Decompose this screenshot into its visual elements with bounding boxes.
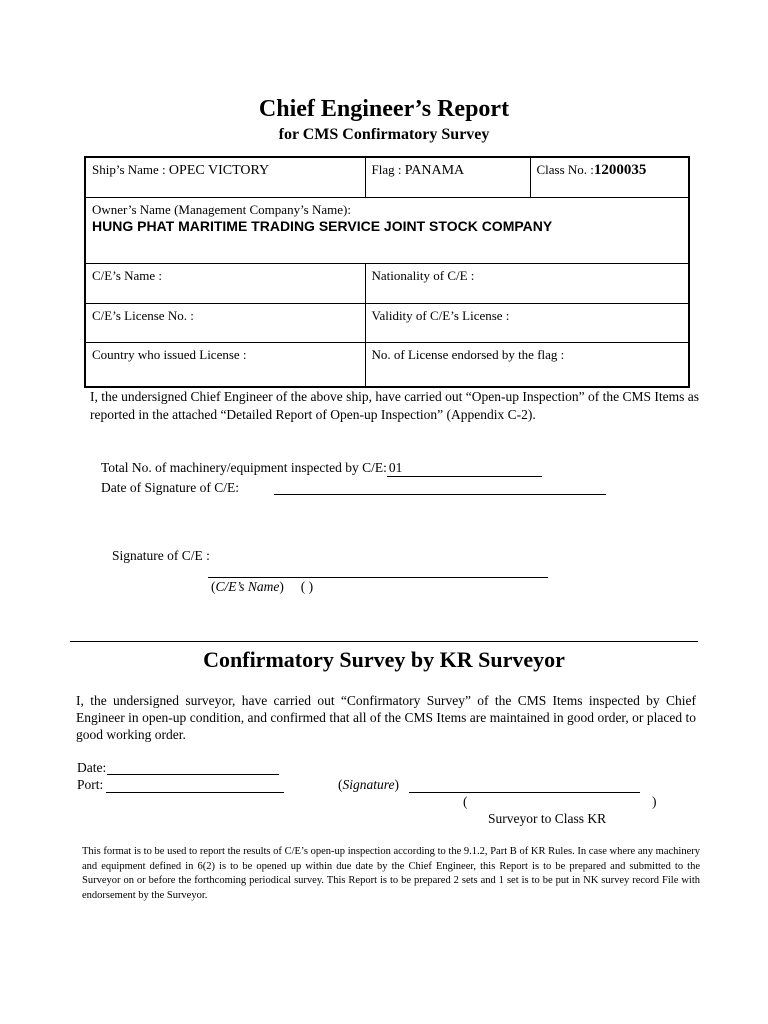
table-row xyxy=(85,303,689,342)
ce-name-caption-row: (C/E’s Name) ( ) xyxy=(211,579,314,594)
country-label: Country who issued License : xyxy=(92,346,247,362)
nationality-label: Nationality of C/E : xyxy=(371,267,475,283)
surveyor-port-label: Port: xyxy=(77,777,104,792)
total-inspected-row xyxy=(101,460,542,477)
ce-declaration-text: I, the undersigned Chief Engineer of the above ship, have carried out “Open-up Inspection” of the CMS Items as reported in the attached “Detailed Report of Open-up Inspection” (Appendix C-2). xyxy=(90,389,699,422)
country-cell xyxy=(85,342,365,387)
date-of-signature-label: Date of Signature of C/E: xyxy=(101,480,239,495)
date-of-signature-field[interactable] xyxy=(274,494,606,495)
class-no-label: Class No. : xyxy=(536,162,594,177)
total-inspected-value: 01 xyxy=(388,460,403,475)
ship-name-label: Ship’s Name : xyxy=(92,162,166,177)
flag-label: Flag : xyxy=(371,162,402,177)
endorsed-cell xyxy=(365,342,689,387)
flag-value: PANAMA xyxy=(404,163,465,178)
ship-info-table xyxy=(84,156,690,388)
ce-name-parens: ( ) xyxy=(300,579,314,594)
date-of-signature-row xyxy=(101,480,239,496)
report-subtitle: for CMS Confirmatory Survey xyxy=(278,126,490,143)
surveyor-declaration-text: I, the undersigned surveyor, have carried out “Confirmatory Survey” of the CMS Items inspected by Chief Engineer in open-up condition, and confirmed that all of the CMS Items are maintained in good order, or placed to good working order. xyxy=(76,693,696,742)
flag-cell xyxy=(365,157,530,197)
total-inspected-label: Total No. of machinery/equipment inspected by C/E: xyxy=(101,460,387,475)
surveyor-date-field[interactable] xyxy=(107,774,279,775)
table-row xyxy=(85,263,689,303)
ce-name-cell xyxy=(85,263,365,303)
owner-value: HUNG PHAT MARITIME TRADING SERVICE JOINT STOCK COMPANY xyxy=(92,217,553,234)
ship-name-cell xyxy=(85,157,365,197)
table-row xyxy=(85,342,689,387)
validity-cell xyxy=(365,303,689,342)
table-row xyxy=(85,157,689,197)
license-no-cell xyxy=(85,303,365,342)
surveyor-name-open-paren: ( xyxy=(463,794,468,809)
nationality-cell xyxy=(365,263,689,303)
total-inspected-field[interactable] xyxy=(387,460,542,477)
surveyor-port-field[interactable] xyxy=(106,792,284,793)
surveyor-date-label: Date: xyxy=(77,760,107,775)
ce-name-caption: C/E’s Name xyxy=(215,579,280,594)
validity-label: Validity of C/E’s License : xyxy=(371,307,510,323)
footnote-text: This format is to be used to report the results of C/E’s open-up inspection according to the 9.1.2, Part B of KR Rules. In case where any machinery and equipment defined in 6(2) is to be opened up within due date by the Chief Engineer, this Report is to be prepared and submitted to the Surveyor on or before the forthcoming periodical survey. This Report is to be prepared 2 sets and 1 set is to be put in NK survey record File with endorsement by the Surveyor. xyxy=(82,846,700,901)
owner-label: Owner’s Name (Management Company’s Name): xyxy=(92,201,351,217)
class-no-value: 1200035 xyxy=(593,162,647,178)
surveyor-section-title: Confirmatory Survey by KR Surveyor xyxy=(203,647,565,672)
section-divider xyxy=(70,641,698,642)
surveyor-signature-label: Signature xyxy=(342,777,395,792)
ce-signature-field[interactable] xyxy=(208,577,548,578)
surveyor-name-close-paren: ) xyxy=(652,794,657,809)
ce-signature-label: Signature of C/E : xyxy=(112,548,210,563)
surveyor-caption: Surveyor to Class KR xyxy=(488,811,607,826)
ship-name-value: OPEC VICTORY xyxy=(168,163,270,178)
license-no-label: C/E’s License No. : xyxy=(92,307,194,323)
class-no-cell xyxy=(530,157,689,197)
table-row xyxy=(85,197,689,263)
surveyor-signature-label-row: (Signature) xyxy=(338,777,399,792)
endorsed-label: No. of License endorsed by the flag : xyxy=(371,346,565,362)
surveyor-signature-field[interactable] xyxy=(409,792,640,793)
ce-name-label: C/E’s Name : xyxy=(92,267,163,283)
owner-cell xyxy=(85,197,689,263)
report-title: Chief Engineer’s Report xyxy=(258,96,510,122)
